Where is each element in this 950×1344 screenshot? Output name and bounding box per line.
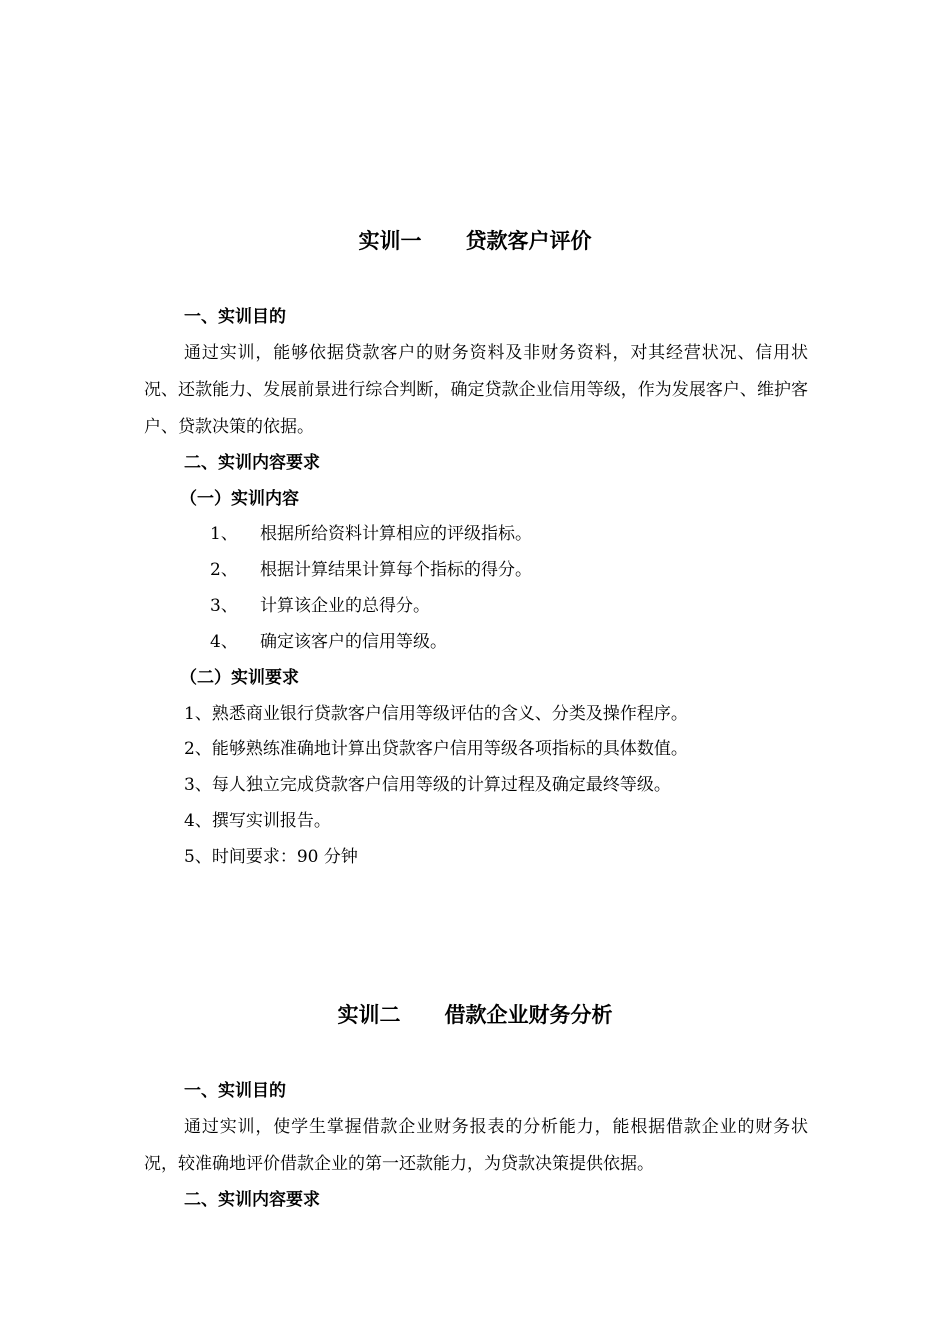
section1-heading-purpose: 一、实训目的 — [184, 307, 286, 327]
content-item-text: 根据所给资料计算相应的评级指标。 — [260, 524, 532, 544]
section1-subheading-requirements: （二）实训要求 — [180, 668, 299, 688]
requirement-item-4: 4、撰写实训报告。 — [184, 811, 331, 831]
content-item-2 — [210, 558, 532, 582]
section1-heading-content: 二、实训内容要求 — [184, 453, 320, 473]
requirement-item-2: 2、能够熟练准确地计算出贷款客户信用等级各项指标的具体数值。 — [184, 739, 688, 759]
requirement-item-5: 5、时间要求：90 分钟 — [184, 847, 358, 867]
requirement-item-3: 3、每人独立完成贷款客户信用等级的计算过程及确定最终等级。 — [184, 775, 671, 795]
content-item-number: 4、 — [210, 632, 238, 652]
content-item-1 — [210, 522, 532, 546]
section2-title-number: 实训二 — [337, 1003, 401, 1027]
section2-heading-content: 二、实训内容要求 — [184, 1190, 320, 1210]
section1-purpose-paragraph: 通过实训，能够依据贷款客户的财务资料及非财务资料，对其经营状况、信用状况、还款能力、发展前景进行综合判断，确定贷款企业信用等级，作为发展客户、维护客户、贷款决策的依据。 — [144, 343, 808, 437]
section2-purpose-paragraph: 通过实训，使学生掌握借款企业财务报表的分析能力，能根据借款企业的财务状况，较准确地评价借款企业的第一还款能力，为贷款决策提供依据。 — [144, 1117, 808, 1174]
section1-title — [0, 227, 950, 255]
content-item-text: 根据计算结果计算每个指标的得分。 — [260, 560, 532, 580]
content-item-text: 计算该企业的总得分。 — [260, 596, 430, 616]
section2-title — [0, 1001, 950, 1029]
section1-subheading-content: （一）实训内容 — [180, 489, 299, 509]
content-item-number: 2、 — [210, 560, 238, 580]
section2-title-text: 借款企业财务分析 — [444, 1003, 613, 1027]
content-item-number: 1、 — [210, 524, 238, 544]
content-item-text: 确定该客户的信用等级。 — [260, 632, 447, 652]
section1-title-number: 实训一 — [358, 229, 422, 253]
content-item-4 — [210, 630, 447, 654]
content-item-number: 3、 — [210, 596, 238, 616]
section1-title-text: 贷款客户评价 — [465, 229, 592, 253]
content-item-3 — [210, 594, 430, 618]
section2-heading-purpose: 一、实训目的 — [184, 1081, 286, 1101]
requirement-item-1: 1、熟悉商业银行贷款客户信用等级评估的含义、分类及操作程序。 — [184, 704, 688, 724]
